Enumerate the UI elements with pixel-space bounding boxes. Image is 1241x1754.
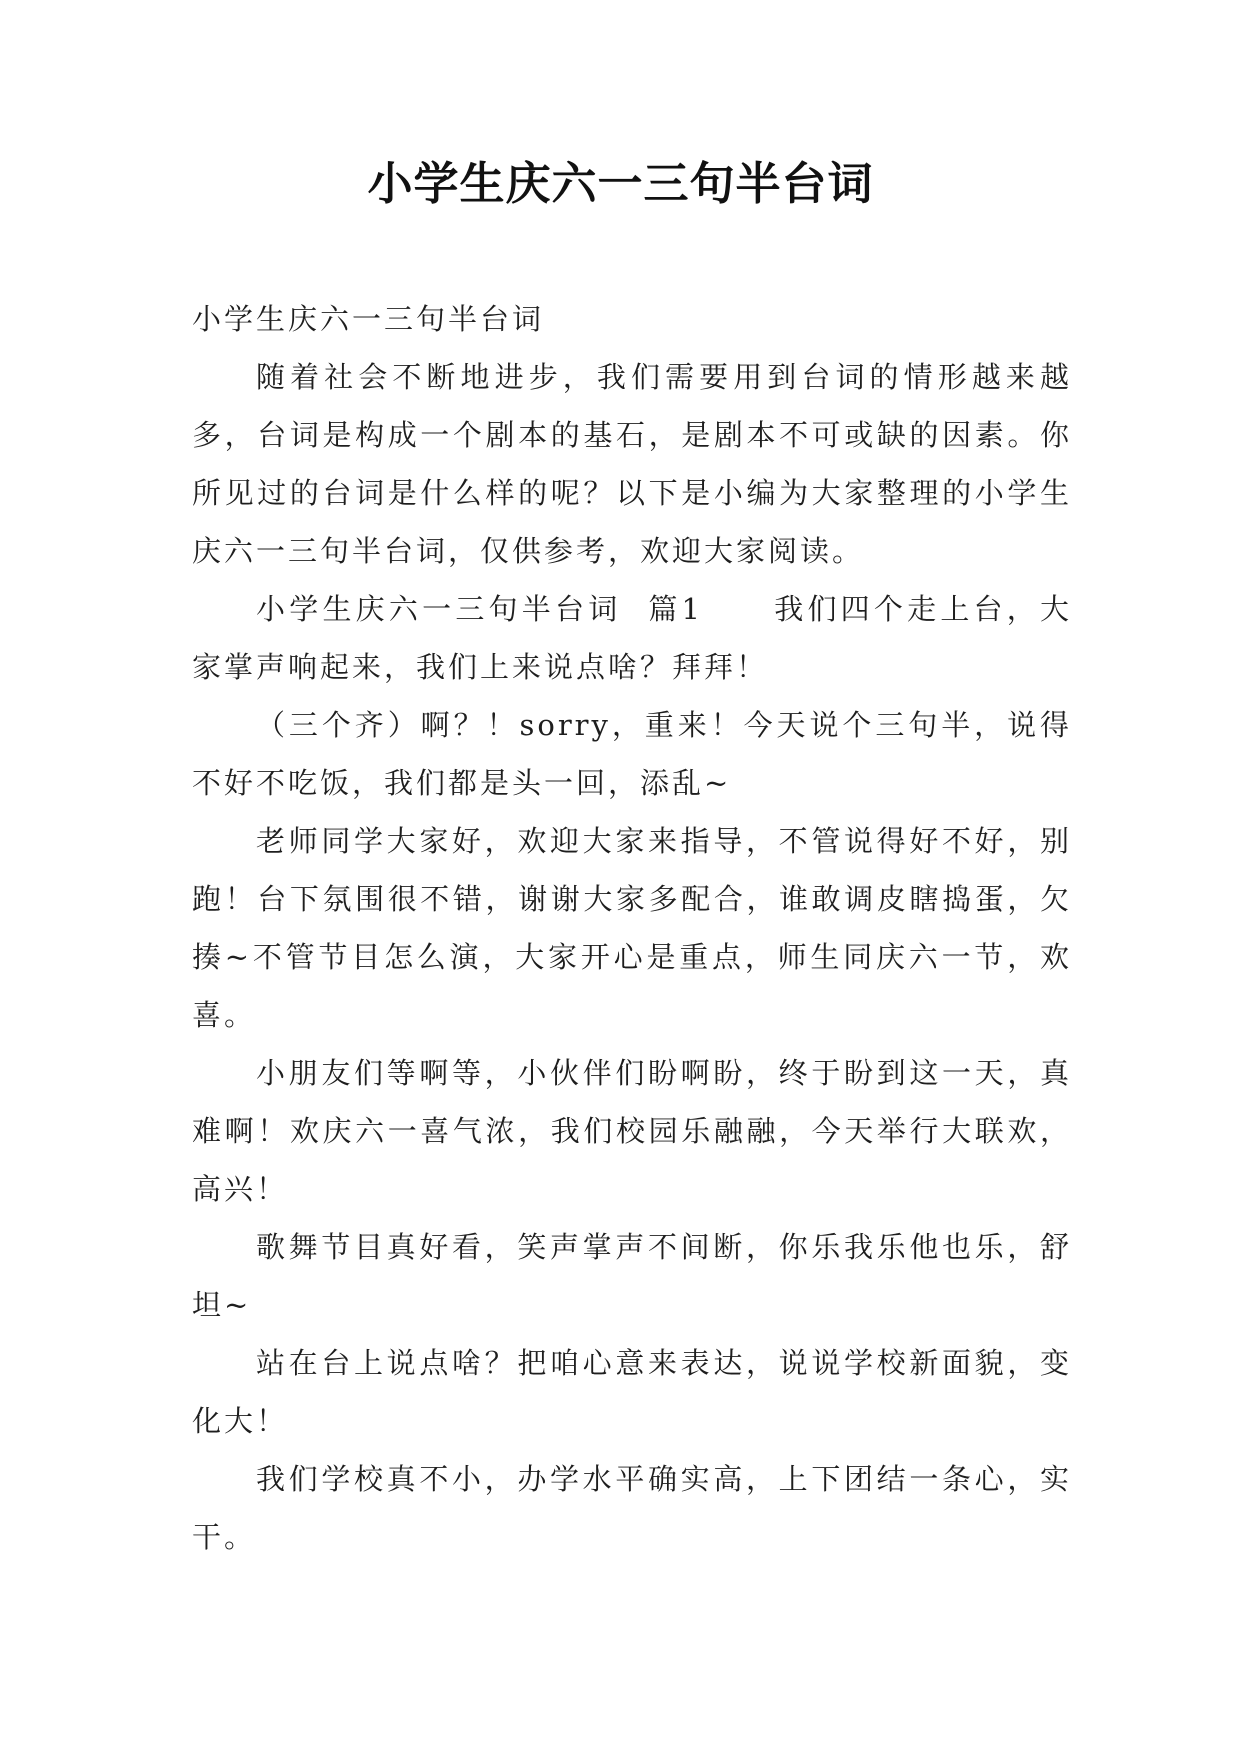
intro-paragraph: 随着社会不断地进步，我们需要用到台词的情形越来越多，台词是构成一个剧本的基石，是剧本不可或缺的因素。你所见过的台词是什么样的呢？以下是小编为大家整理的小学生庆六一三句半台词，仅供参考，欢迎大家阅读。 (192, 360, 1072, 568)
body-paragraph-6: 我们学校真不小，办学水平确实高，上下团结一条心，实干。 (192, 1462, 1072, 1554)
section-first-text: 我们四个走上台，大家掌声响起来，我们上来说点啥？拜拜！ (192, 592, 1072, 684)
body-paragraph-4: 歌舞节目真好看，笑声掌声不间断，你乐我乐他也乐，舒坦~ (192, 1230, 1072, 1322)
section-heading: 小学生庆六一三句半台词 篇1 (256, 592, 703, 626)
document-title: 小学生庆六一三句半台词 (367, 157, 874, 210)
section-paragraph (192, 580, 1072, 696)
document-subtitle: 小学生庆六一三句半台词 (192, 302, 545, 336)
body-paragraph-5: 站在台上说点啥？把咱心意来表达，说说学校新面貌，变化大！ (192, 1346, 1072, 1438)
body-paragraph-1: （三个齐）啊？！sorry，重来！今天说个三句半，说得不好不吃饭，我们都是头一回，添乱~ (192, 708, 1072, 800)
body-paragraph-3: 小朋友们等啊等，小伙伴们盼啊盼，终于盼到这一天，真难啊！欢庆六一喜气浓，我们校园乐融融，今天举行大联欢，高兴！ (192, 1056, 1072, 1206)
body-paragraph-2: 老师同学大家好，欢迎大家来指导，不管说得好不好，别跑！台下氛围很不错，谢谢大家多配合，谁敢调皮瞎捣蛋，欠揍~不管节目怎么演，大家开心是重点，师生同庆六一节，欢喜。 (192, 824, 1072, 1032)
document-body (192, 290, 1072, 1566)
